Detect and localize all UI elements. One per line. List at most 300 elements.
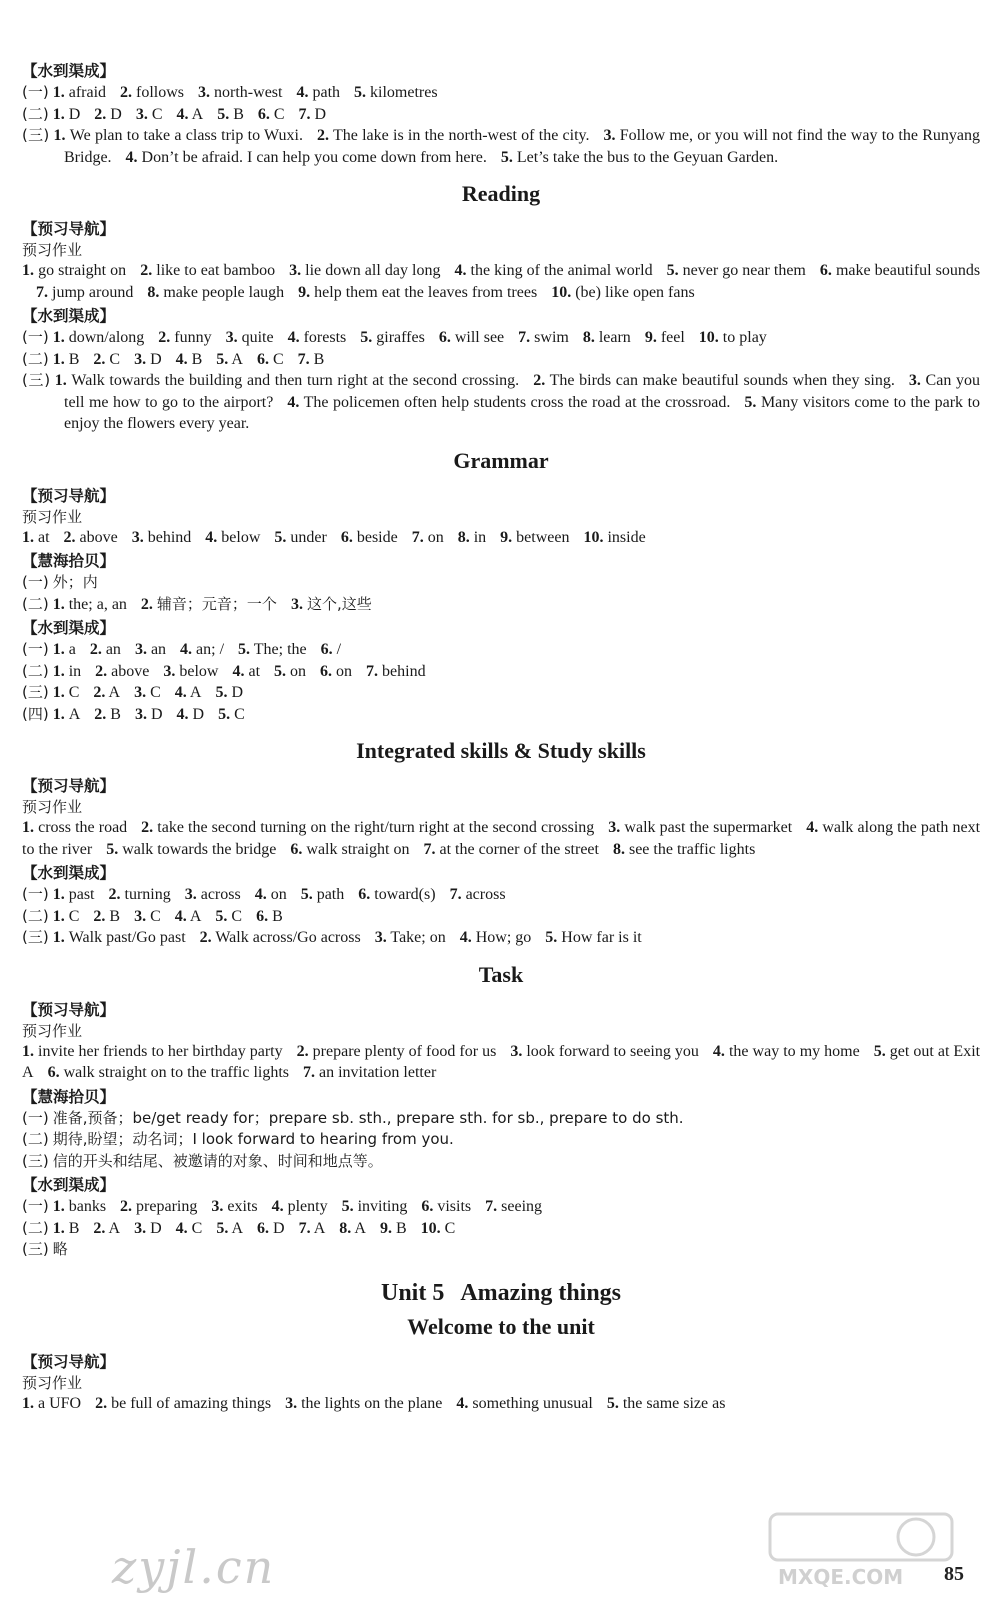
- part-marker: (二): [22, 1130, 49, 1148]
- answer-number: 1.: [52, 929, 65, 946]
- answer-text: A: [191, 105, 204, 123]
- block-heading: 【水到渠成】: [22, 307, 116, 325]
- part-marker: (一): [22, 328, 49, 346]
- answer-number: 7.: [518, 329, 531, 346]
- part-marker: (三): [22, 1240, 49, 1258]
- answer-text: Walk towards the building and then turn right at the second crossing.: [71, 372, 520, 389]
- answer-number: 6.: [47, 1064, 60, 1081]
- answer-text: the same size as: [622, 1394, 726, 1412]
- answer-text: /: [336, 641, 342, 658]
- answer-number: 6.: [340, 528, 353, 546]
- answer-text: path: [312, 84, 341, 101]
- answer-text: at the corner of the street: [439, 840, 599, 858]
- answer-text: D: [192, 705, 205, 723]
- answer-line: [22, 1041, 980, 1084]
- answer-text: between: [516, 528, 570, 546]
- answer-text: cross the road: [38, 819, 128, 836]
- answer-text: B: [109, 907, 121, 925]
- answer-text: an: [150, 641, 167, 658]
- part-marker: (一): [22, 1108, 49, 1127]
- part-marker: (三): [22, 371, 51, 389]
- answer-number: 6.: [256, 907, 269, 925]
- answer-number: 4.: [287, 329, 300, 346]
- answer-text: C: [150, 907, 161, 925]
- answer-number: 4.: [125, 148, 138, 166]
- answer-text: a: [68, 641, 76, 658]
- answer-text: 这个,这些: [306, 594, 372, 613]
- answer-number: 5.: [500, 148, 513, 166]
- answer-number: 2.: [93, 907, 106, 925]
- answer-number: 4.: [175, 350, 188, 368]
- part-marker: (一): [22, 573, 49, 591]
- answer-number: 5.: [215, 907, 228, 925]
- answer-number: 1.: [52, 84, 65, 101]
- answer-text: afraid: [68, 84, 107, 101]
- answer-line: [22, 682, 980, 704]
- answer-text: B: [272, 907, 283, 925]
- answer-number: 2.: [94, 105, 107, 123]
- answer-text: C: [234, 705, 245, 723]
- answer-line: [22, 1239, 980, 1261]
- answer-number: 2.: [94, 705, 107, 723]
- answer-number: 5.: [300, 886, 313, 903]
- section-title: Reading: [461, 181, 541, 206]
- answer-text: walk along the path next to the river: [22, 819, 981, 858]
- answer-number: 3.: [135, 105, 148, 123]
- answer-text: north-west: [214, 84, 283, 101]
- block-heading: 【水到渠成】: [22, 864, 116, 882]
- answer-text: an: [105, 641, 121, 658]
- answer-number: 6.: [438, 329, 451, 346]
- answer-text: B: [395, 1219, 407, 1237]
- answer-text: Walk across/Go across: [215, 929, 361, 946]
- sub-heading: 预习作业: [22, 798, 83, 816]
- answer-number: 3.: [131, 528, 144, 546]
- answer-text: make people laugh: [163, 283, 285, 301]
- answer-text: above: [111, 662, 150, 680]
- answer-line: [22, 82, 980, 104]
- answer-number: 5.: [606, 1394, 619, 1412]
- section-title: Grammar: [453, 447, 549, 473]
- answer-text: C: [150, 684, 161, 701]
- answer-text: behind: [147, 528, 192, 546]
- answer-text: to play: [722, 329, 767, 346]
- answer-text: Don’t be afraid. I can help you come down from here.: [141, 148, 487, 166]
- answer-number: 5.: [238, 641, 251, 658]
- answer-number: 5.: [217, 105, 230, 123]
- answer-number: 1.: [52, 1219, 65, 1237]
- answer-text: Let’s take the bus to the Geyuan Garden.: [516, 148, 779, 166]
- answer-text: C: [272, 350, 284, 368]
- answer-number: 6.: [320, 641, 333, 658]
- answer-number: 2.: [93, 684, 106, 701]
- block-heading: 【预习导航】: [22, 777, 116, 795]
- answer-text: Follow me, or you will not find the way to the Runyang Bridge.: [64, 127, 980, 166]
- answer-number: 2.: [140, 595, 153, 613]
- answer-number: 3.: [134, 641, 147, 658]
- part-marker: (二): [22, 906, 49, 925]
- answer-number: 1.: [22, 1042, 34, 1060]
- answer-text: C: [68, 907, 80, 925]
- answer-text: D: [110, 105, 122, 123]
- answer-number: 3.: [134, 684, 147, 701]
- answer-number: 2.: [199, 929, 212, 946]
- sub-heading: 预习作业: [22, 1021, 83, 1040]
- answer-text: an invitation letter: [319, 1064, 437, 1081]
- part-marker: (二): [22, 104, 49, 123]
- answer-text: The; the: [253, 641, 307, 658]
- answer-text: in: [473, 528, 487, 546]
- answer-number: 4.: [456, 1394, 469, 1412]
- sub-heading: 预习作业: [22, 1373, 83, 1392]
- answer-number: 1.: [22, 819, 34, 836]
- answer-text: toward(s): [374, 886, 436, 903]
- answer-line: [22, 1151, 980, 1173]
- answer-number: 5.: [274, 528, 287, 546]
- answer-number: 7.: [366, 662, 379, 680]
- answer-text: B: [191, 350, 203, 368]
- answer-text: walk towards the bridge: [122, 840, 277, 858]
- answer-text: inviting: [357, 1198, 408, 1215]
- answer-text: Many visitors come to the park to enjoy the flowers every year.: [64, 393, 981, 432]
- answer-number: 3.: [198, 84, 211, 101]
- answer-text: 略: [52, 1240, 68, 1258]
- answer-line: [22, 327, 980, 349]
- answer-number: 7.: [449, 886, 462, 903]
- part-marker: (二): [22, 349, 49, 368]
- part-marker: (三): [22, 928, 49, 946]
- answer-number: 4.: [180, 641, 193, 658]
- answer-text: at: [38, 528, 50, 546]
- answer-number: 1.: [52, 350, 65, 368]
- answer-text: A: [231, 350, 243, 368]
- answer-text: D: [150, 350, 162, 368]
- answer-text: 准备,预备；be/get ready for；prepare sb. sth., prepare sth. for sb., prepare to do sth.: [52, 1108, 684, 1127]
- answer-text: C: [231, 907, 243, 925]
- part-marker: (二): [22, 661, 49, 680]
- answer-number: 1.: [52, 105, 65, 123]
- answer-line: [22, 1196, 980, 1218]
- answer-text: like to eat bamboo: [156, 262, 276, 279]
- answer-number: 9.: [298, 283, 311, 301]
- answer-line: [22, 1393, 980, 1415]
- answer-number: 2.: [158, 329, 171, 346]
- answer-number: 7.: [423, 840, 436, 858]
- answer-number: 1.: [52, 705, 65, 723]
- answer-text: preparing: [136, 1198, 198, 1215]
- answer-text: on: [270, 886, 287, 903]
- answer-text: a UFO: [38, 1394, 82, 1412]
- answer-text: A: [354, 1219, 366, 1237]
- answer-number: 2.: [95, 1394, 108, 1412]
- answer-number: 1.: [22, 262, 34, 279]
- answer-number: 3.: [374, 929, 387, 946]
- answer-text: go straight on: [38, 262, 127, 279]
- answer-line: [22, 1108, 980, 1130]
- answer-number: 1.: [54, 372, 67, 389]
- answer-number: 4.: [205, 528, 218, 546]
- answer-number: 4.: [806, 819, 819, 836]
- block-heading: 【慧海拾贝】: [22, 552, 116, 570]
- answer-text: above: [79, 528, 118, 546]
- answer-text: kilometres: [370, 84, 438, 101]
- answer-number: 4.: [175, 1219, 188, 1237]
- answer-text: see the traffic lights: [628, 840, 756, 858]
- answer-number: 2.: [141, 819, 154, 836]
- page-number: 85: [944, 1563, 964, 1585]
- answer-number: 4.: [174, 907, 187, 925]
- sub-heading: 预习作业: [22, 507, 83, 526]
- answer-number: 6.: [320, 662, 333, 680]
- answer-text: on: [427, 528, 444, 546]
- answer-line: [22, 104, 980, 126]
- answer-number: 1.: [52, 886, 65, 903]
- seal-icon: [766, 1510, 956, 1590]
- answer-number: 4.: [254, 886, 267, 903]
- answer-line: [22, 884, 980, 906]
- answer-text: B: [233, 105, 244, 123]
- answer-number: 1.: [52, 662, 65, 680]
- answer-number: 4.: [296, 84, 309, 101]
- part-marker: (三): [22, 1151, 49, 1170]
- answer-text: the king of the animal world: [470, 262, 653, 279]
- answer-number: 5.: [216, 350, 229, 368]
- answer-number: 1.: [52, 684, 65, 701]
- answer-text: lie down all day long: [305, 262, 441, 279]
- answer-document: [22, 58, 980, 1414]
- answer-number: 4.: [176, 705, 189, 723]
- answer-text: D: [68, 105, 81, 123]
- answer-number: 2.: [93, 350, 106, 368]
- answer-number: 1.: [52, 1198, 65, 1215]
- answer-text: plenty: [287, 1198, 328, 1215]
- answer-text: D: [231, 684, 243, 701]
- answer-number: 5.: [360, 329, 373, 346]
- answer-number: 1.: [22, 1394, 34, 1412]
- answer-text: across: [465, 886, 506, 903]
- answer-line: [22, 704, 980, 726]
- section-title: Task: [478, 961, 524, 987]
- answer-text: walk straight on: [306, 840, 410, 858]
- answer-text: D: [314, 105, 327, 123]
- part-marker: (三): [22, 683, 49, 701]
- unit-name: Amazing things: [460, 1279, 622, 1306]
- answer-number: 7.: [303, 1064, 315, 1081]
- answer-text: funny: [174, 329, 212, 346]
- answer-number: 5.: [106, 840, 119, 858]
- answer-text: 期待,盼望；动名词；I look forward to hearing from you.: [52, 1130, 454, 1148]
- answer-text: A: [108, 1219, 121, 1237]
- answer-number: 9.: [500, 528, 513, 546]
- answer-text: invite her friends to her birthday party: [38, 1042, 283, 1060]
- answer-text: the; a, an: [68, 595, 127, 613]
- answer-text: beside: [356, 528, 398, 546]
- answer-text: exits: [227, 1198, 258, 1215]
- answer-number: 3.: [163, 662, 176, 680]
- answer-text: The policemen often help students cross the road at the crossroad.: [303, 393, 731, 411]
- block-heading: 【预习导航】: [22, 1000, 116, 1019]
- answer-number: 4.: [454, 262, 467, 279]
- answer-text: turning: [124, 886, 171, 903]
- answer-text: A: [68, 705, 81, 723]
- unit-number: Unit 5: [380, 1279, 445, 1306]
- answer-number: 2.: [108, 886, 121, 903]
- answer-number: 10.: [420, 1219, 441, 1237]
- answer-number: 4.: [174, 684, 187, 701]
- answer-line: [22, 906, 980, 928]
- answer-number: 2.: [316, 127, 329, 144]
- answer-text: an; /: [196, 641, 225, 658]
- answer-text: 信的开头和结尾、被邀请的对象、时间和地点等。: [52, 1151, 383, 1170]
- block-heading: 【慧海拾贝】: [22, 1087, 116, 1106]
- answer-text: will see: [454, 329, 505, 346]
- section-title: Welcome to the unit: [407, 1313, 595, 1339]
- part-marker: (一): [22, 885, 49, 903]
- answer-number: 2.: [95, 662, 108, 680]
- part-marker: (一): [22, 1197, 49, 1215]
- answer-number: 5.: [744, 393, 757, 411]
- answer-number: 3.: [134, 705, 147, 723]
- block-heading: 【预习导航】: [22, 486, 116, 505]
- answer-number: 2.: [63, 528, 76, 546]
- block-heading: 【水到渠成】: [22, 619, 116, 637]
- answer-text: Take; on: [390, 929, 446, 946]
- answer-number: 4.: [232, 662, 245, 680]
- answer-number: 4.: [287, 393, 300, 411]
- answer-number: 1.: [52, 329, 65, 346]
- answer-text: on: [336, 662, 353, 680]
- answer-number: 10.: [698, 329, 719, 346]
- answer-text: something unusual: [472, 1394, 593, 1412]
- answer-number: 3.: [134, 1219, 147, 1237]
- answer-text: 外；内: [52, 573, 98, 591]
- answer-number: 2.: [120, 84, 133, 101]
- answer-number: 1.: [53, 127, 66, 144]
- answer-number: 5.: [274, 662, 287, 680]
- answer-text: C: [151, 105, 163, 123]
- answer-line: [22, 1218, 980, 1240]
- watermark-logo: zyjl.cn: [112, 1540, 276, 1594]
- answer-text: down/along: [68, 329, 145, 346]
- part-marker: (一): [22, 83, 49, 101]
- answer-number: 3.: [290, 595, 303, 613]
- answer-number: 2.: [93, 1219, 106, 1237]
- answer-number: 5.: [215, 684, 228, 701]
- answer-text: The birds can make beautiful sounds when they sing.: [549, 372, 895, 389]
- answer-number: 8.: [582, 329, 595, 346]
- answer-line: [22, 349, 980, 371]
- answer-number: 7.: [36, 283, 48, 301]
- answer-number: 5.: [218, 705, 231, 723]
- answer-text: Can you tell me how to go to the airport?: [64, 372, 980, 411]
- answer-number: 2.: [533, 372, 546, 389]
- part-marker: (三): [22, 126, 50, 144]
- answer-text: D: [150, 705, 163, 723]
- part-marker: (四): [22, 704, 49, 723]
- answer-text: B: [313, 350, 325, 368]
- answer-number: 1.: [52, 907, 65, 925]
- answer-number: 5.: [354, 84, 367, 101]
- answer-text: D: [150, 1219, 162, 1237]
- answer-number: 7.: [298, 1219, 311, 1237]
- answer-number: 3.: [285, 1394, 298, 1412]
- answer-number: 4.: [271, 1198, 284, 1215]
- answer-text: on: [290, 662, 307, 680]
- answer-text: C: [191, 1219, 203, 1237]
- answer-text: D: [273, 1219, 285, 1237]
- answer-text: A: [231, 1219, 243, 1237]
- answer-line: [22, 817, 980, 860]
- watermark-seal: [766, 1510, 956, 1590]
- answer-text: C: [68, 684, 80, 701]
- answer-text: behind: [382, 662, 426, 680]
- answer-line: [22, 370, 980, 435]
- answer-number: 3.: [289, 262, 302, 279]
- answer-line: [22, 639, 980, 661]
- answer-number: 8.: [457, 528, 470, 546]
- answer-text: past: [68, 886, 95, 903]
- answer-text: giraffes: [376, 329, 425, 346]
- answer-text: the way to my home: [728, 1042, 860, 1060]
- answer-number: 3.: [225, 329, 238, 346]
- answer-text: the lights on the plane: [301, 1394, 443, 1412]
- answer-text: prepare plenty of food for us: [312, 1042, 497, 1060]
- unit-title: [22, 1279, 980, 1307]
- answer-number: 7.: [411, 528, 424, 546]
- answer-number: 6.: [257, 105, 270, 123]
- answer-number: 5.: [666, 262, 679, 279]
- block-heading: 【预习导航】: [22, 220, 116, 238]
- sub-heading: 预习作业: [22, 241, 83, 259]
- answer-number: 1.: [22, 528, 34, 546]
- answer-line: [22, 527, 980, 549]
- answer-number: 5.: [341, 1198, 354, 1215]
- answer-text: follows: [136, 84, 185, 101]
- answer-text: How far is it: [561, 929, 642, 946]
- answer-text: look forward to seeing you: [526, 1042, 699, 1060]
- section-title: Integrated skills & Study skills: [356, 738, 646, 763]
- answer-number: 10.: [551, 283, 572, 301]
- answer-text: in: [68, 662, 82, 680]
- part-marker: (二): [22, 1218, 49, 1237]
- answer-number: 2.: [120, 1198, 133, 1215]
- answer-number: 8.: [612, 840, 625, 858]
- answer-number: 6.: [257, 1219, 269, 1237]
- answer-number: 3.: [908, 372, 921, 389]
- answer-number: 6.: [819, 262, 832, 279]
- answer-text: Walk past/Go past: [68, 929, 186, 946]
- answer-text: A: [189, 684, 202, 701]
- answer-text: feel: [660, 329, 685, 346]
- answer-text: below: [179, 662, 219, 680]
- answer-text: B: [110, 705, 121, 723]
- answer-number: 4.: [176, 105, 189, 123]
- answer-number: 3.: [211, 1198, 224, 1215]
- answer-number: 9.: [644, 329, 657, 346]
- answer-text: We plan to take a class trip to Wuxi.: [69, 127, 303, 144]
- answer-number: 1.: [52, 595, 65, 613]
- answer-text: help them eat the leaves from trees: [314, 283, 538, 301]
- answer-text: walk past the supermarket: [624, 819, 793, 836]
- answer-line: [22, 1129, 980, 1151]
- answer-text: The lake is in the north-west of the city.: [332, 127, 590, 144]
- answer-text: inside: [607, 528, 646, 546]
- answer-line: [22, 927, 980, 949]
- answer-number: 7.: [298, 105, 311, 123]
- answer-text: (be) like open fans: [575, 283, 695, 301]
- answer-number: 3.: [510, 1042, 523, 1060]
- answer-text: walk straight on to the traffic lights: [63, 1064, 289, 1081]
